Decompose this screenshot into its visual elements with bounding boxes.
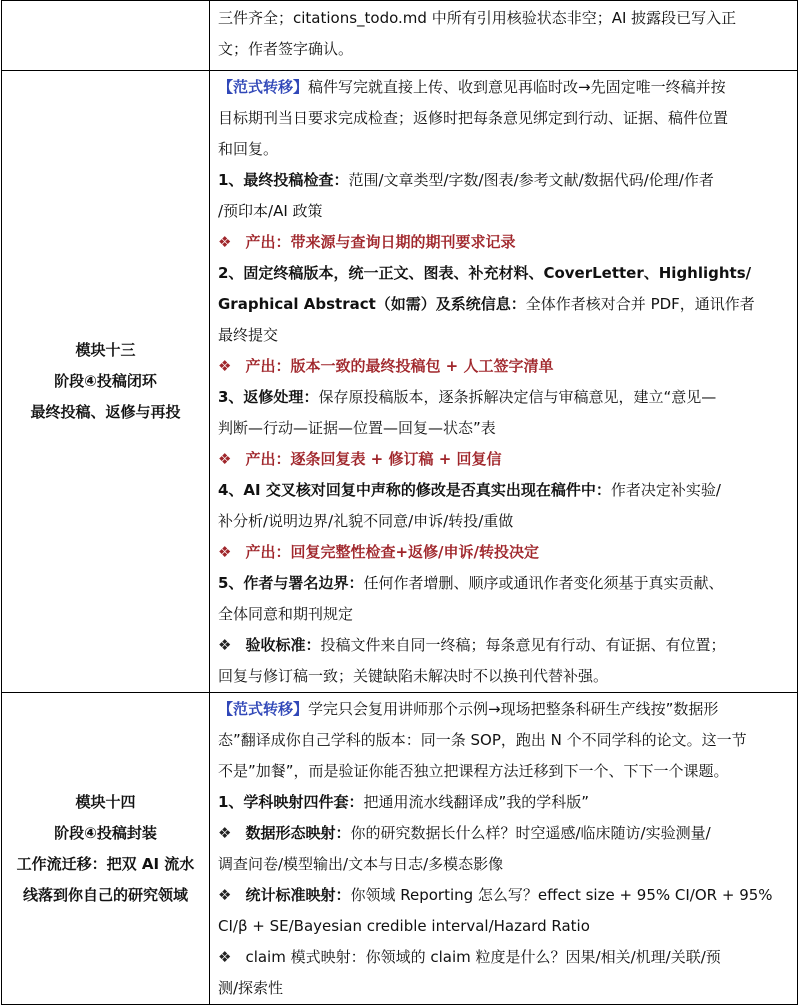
step-line: 1、学科映射四件套：把通用流水线翻译成”我的学科版” (218, 793, 589, 811)
content-cell (210, 1, 798, 71)
content-cell (210, 693, 798, 1005)
acceptance-line: ❖ 验收标准：投稿文件来自同一终稿；每条意见有行动、有证据、有位置； (218, 636, 726, 654)
mapping-line: 测/探索性 (218, 979, 284, 997)
mapping-line: ❖ 数据形态映射：你的研究数据长什么样？时空遥感/临床随访/实验测量/ (218, 824, 711, 842)
diamond-bullet-icon: ❖ (218, 948, 232, 966)
step-line: 1、最终投稿检查：范围/文章类型/字数/图表/参考文献/数据代码/伦理/作者 (218, 171, 714, 189)
intro-line: 和回复。 (218, 140, 279, 158)
table-row (2, 71, 798, 693)
mapping-line: ❖ 统计标准映射：你领域 Reporting 怎么写？effect size + 95% CI/OR + 95% (218, 886, 773, 904)
step-line: /预印本/AI 政策 (218, 202, 323, 220)
table-row (2, 693, 798, 1005)
module-cell (2, 693, 210, 1005)
output-line: ❖ 产出：版本一致的最终投稿包 + 人工签字清单 (218, 357, 554, 375)
module-cell-empty (2, 1, 210, 71)
paradigm-tag: 【范式转移】 (218, 78, 309, 96)
module-title: 工作流迁移：把双 AI 流水 (16, 854, 195, 873)
step-line: 2、固定终稿版本，统一正文、图表、补充材料、CoverLetter、Highlights/ (218, 264, 752, 282)
table-row (2, 1, 798, 71)
diamond-bullet-icon: ❖ (218, 886, 232, 904)
diamond-bullet-icon: ❖ (218, 233, 232, 251)
intro-line: 态”翻译成你自己学科的版本：同一条 SOP，跑出 N 个不同学科的论文。这一节 (218, 731, 747, 749)
mapping-line: ❖ claim 模式映射：你领域的 claim 粒度是什么？因果/相关/机理/关联/预 (218, 948, 721, 966)
intro-line: 【范式转移】学完只会复用讲师那个示例→现场把整条科研生产线按”数据形 (218, 700, 719, 718)
mapping-line: CI/β + SE/Bayesian credible interval/Hazard Ratio (218, 917, 590, 935)
step-line: 4、AI 交叉核对回复中声称的修改是否真实出现在稿件中：作者决定补实验/ (218, 481, 721, 499)
module-title: 线落到你自己的研究领域 (22, 885, 188, 904)
module-stage: 阶段④投稿闭环 (54, 372, 157, 390)
module-stage: 阶段④投稿封装 (54, 823, 157, 842)
diamond-bullet-icon: ❖ (218, 824, 232, 842)
step-line: 补分析/说明边界/礼貌不同意/申诉/转投/重做 (218, 512, 514, 530)
step-line: 5、作者与署名边界：任何作者增删、顺序或通讯作者变化须基于真实贡献、 (218, 574, 724, 592)
diamond-bullet-icon: ❖ (218, 636, 232, 654)
intro-line: 不是”加餐”，而是验证你能否独立把课程方法迁移到下一个、下下一个课题。 (218, 762, 729, 780)
step-line: 最终提交 (218, 326, 279, 344)
diamond-bullet-icon: ❖ (218, 543, 232, 561)
step-line: Graphical Abstract（如需）及系统信息：全体作者核对合并 PDF，通讯作者 (218, 295, 755, 313)
module-cell (2, 71, 210, 693)
step-line: 全体同意和期刊规定 (218, 605, 354, 623)
intro-line: 【范式转移】稿件写完就直接上传、收到意见再临时改→先固定唯一终稿并按 (218, 78, 726, 96)
step-line: 3、返修处理：保存原投稿版本，逐条拆解决定信与审稿意见，建立“意见— (218, 388, 717, 406)
paradigm-tag: 【范式转移】 (218, 700, 309, 718)
text-line: 文；作者签字确认。 (218, 40, 354, 58)
content-cell (210, 71, 798, 693)
module-number: 模块十四 (75, 792, 136, 811)
curriculum-table (1, 0, 798, 1005)
module-number: 模块十三 (75, 341, 136, 359)
diamond-bullet-icon: ❖ (218, 357, 232, 375)
text-line: 三件齐全；citations_todo.md 中所有引用核验状态非空；AI 披露段已写入正 (218, 9, 737, 27)
diamond-bullet-icon: ❖ (218, 450, 232, 468)
module-title: 最终投稿、返修与再投 (30, 403, 181, 421)
output-line: ❖ 产出：回复完整性检查+返修/申诉/转投决定 (218, 543, 539, 561)
output-line: ❖ 产出：带来源与查询日期的期刊要求记录 (218, 233, 516, 251)
mapping-line: 调查问卷/模型输出/文本与日志/多模态影像 (218, 855, 504, 873)
output-line: ❖ 产出：逐条回复表 + 修订稿 + 回复信 (218, 450, 502, 468)
acceptance-line: 回复与修订稿一致；关键缺陷未解决时不以换刊代替补强。 (218, 667, 609, 685)
intro-line: 目标期刊当日要求完成检查；返修时把每条意见绑定到行动、证据、稿件位置 (218, 109, 729, 127)
step-line: 判断—行动—证据—位置—回复—状态”表 (218, 419, 496, 437)
